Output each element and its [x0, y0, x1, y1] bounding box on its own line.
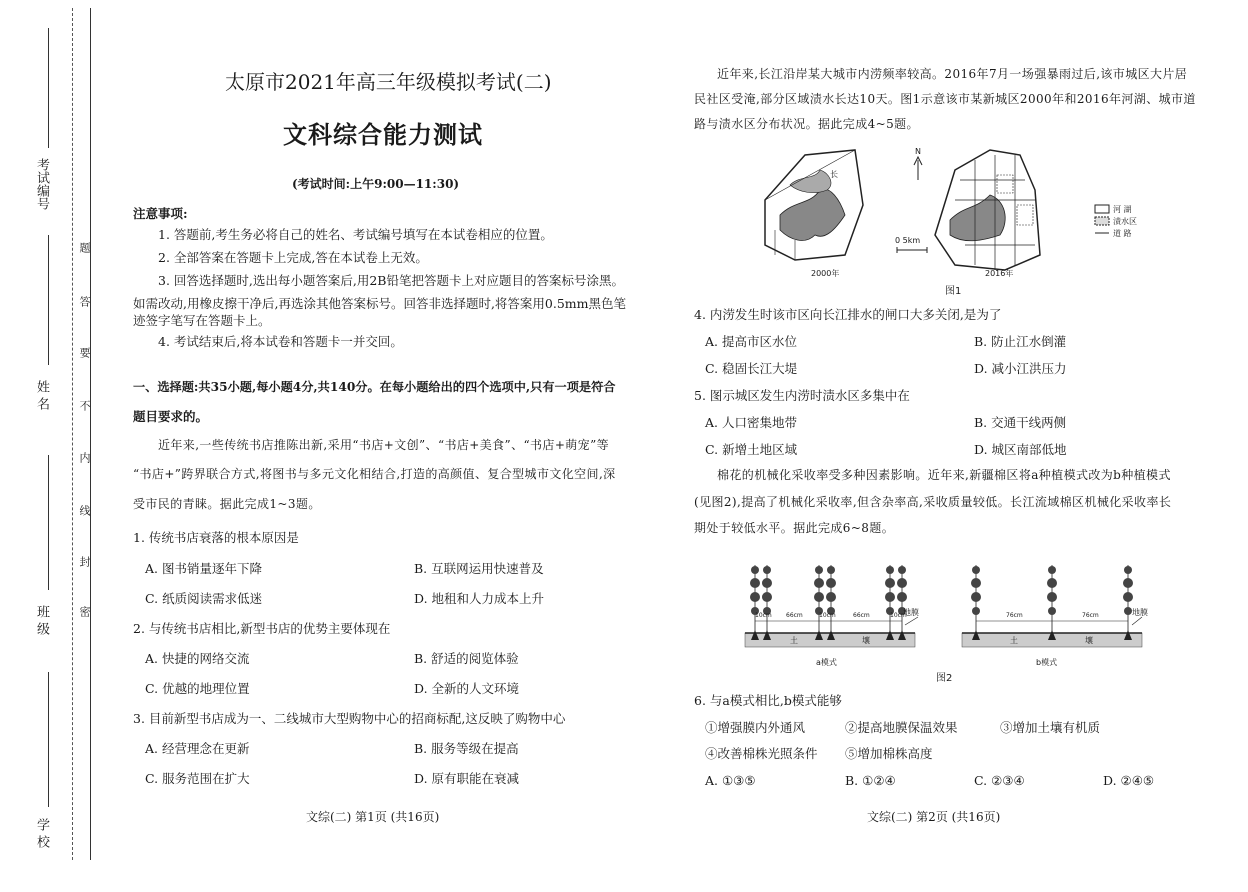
- field-school-label: 学 校: [34, 818, 49, 849]
- dim-label: 76cm: [1082, 612, 1099, 619]
- question-stem: 1. 传统书店衰落的根本原因是: [133, 530, 299, 545]
- passage-line: 受市民的青睐。据此完成1~3题。: [133, 497, 321, 511]
- option[interactable]: B. 服务等级在提高: [414, 741, 519, 756]
- mode-a-label: a模式: [816, 658, 837, 667]
- figure-caption: 图2: [936, 673, 953, 684]
- figure-2: [740, 555, 1170, 685]
- question-stem: 2. 与传统书店相比,新型书店的优势主要体现在: [133, 621, 391, 636]
- option[interactable]: C. 新增土地区域: [705, 442, 798, 457]
- notice-item: 4. 考试结束后,将本试卷和答题卡一并交回。: [158, 334, 403, 349]
- option[interactable]: A. 人口密集地带: [705, 415, 797, 430]
- option[interactable]: D. 减小江洪压力: [974, 361, 1067, 376]
- dim-label: 10cm: [819, 612, 836, 619]
- soil-label: 土: [790, 636, 798, 645]
- passage-line: 棉花的机械化采收率受多种因素影响。近年来,新疆棉区将a种植模式改为b种植模式: [717, 468, 1171, 482]
- warning-char: 封: [78, 556, 91, 567]
- option[interactable]: B. 互联网运用快速普及: [414, 561, 544, 576]
- field-exam-number-label: 考试编号: [34, 158, 49, 210]
- passage-line: “书店+”跨界联合方式,将图书与多元文化相结合,打造的高颜值、复合型城市文化空间,深: [133, 467, 616, 481]
- option[interactable]: D. 全新的人文环境: [414, 681, 520, 696]
- option[interactable]: C. 纸质阅读需求低迷: [145, 591, 263, 606]
- option[interactable]: B. 舒适的阅览体验: [414, 651, 519, 666]
- film-label: 地膜: [1132, 608, 1148, 617]
- question-stem: 5. 图示城区发生内涝时渍水区多集中在: [694, 388, 910, 403]
- legend-item: 道 路: [1113, 229, 1132, 238]
- figure-1-maps: [735, 145, 1165, 295]
- soil-label: 壤: [862, 636, 870, 645]
- map-2016-label: 2016年: [985, 269, 1014, 278]
- option[interactable]: C. ②③④: [974, 773, 1025, 788]
- option[interactable]: A. 图书销量逐年下降: [145, 561, 262, 576]
- passage-line: (见图2),提高了机械化采收率,但含杂率高,采收质量较低。长江流域棉区机械化采收率长: [694, 495, 1172, 509]
- passage-line: 期处于较低水平。据此完成6~8题。: [694, 521, 895, 535]
- dim-label: 76cm: [1006, 612, 1023, 619]
- statement-item: ②提高地膜保温效果: [845, 720, 958, 735]
- dim-label: 66cm: [786, 612, 803, 619]
- figure-1: [735, 145, 1165, 295]
- field-name-label: 姓 名: [34, 380, 49, 411]
- dim-label: 10cm: [890, 612, 907, 619]
- film-label: 地膜: [903, 608, 919, 617]
- statement-item: ④改善棉株光照条件: [705, 746, 818, 761]
- exam-subtitle: 文科综合能力测试: [283, 120, 483, 149]
- dim-label: 66cm: [853, 612, 870, 619]
- question-stem: 6. 与a模式相比,b模式能够: [694, 693, 842, 708]
- binding-line-inner: [72, 8, 73, 860]
- option[interactable]: D. 原有职能在衰减: [414, 771, 520, 786]
- option[interactable]: C. 服务范围在扩大: [145, 771, 250, 786]
- passage-line: 近年来,一些传统书店推陈出新,采用“书店+文创”、“书店+美食”、“书店+萌宠”等: [158, 438, 610, 452]
- figure-2-planting: [740, 555, 1170, 685]
- warning-char: 线: [78, 505, 91, 516]
- statement-item: ⑤增加棉株高度: [845, 746, 933, 761]
- option[interactable]: B. 防止江水倒灌: [974, 334, 1067, 349]
- notice-heading: 注意事项:: [133, 206, 188, 221]
- option[interactable]: B. ①②④: [845, 773, 896, 788]
- passage-line: 民社区受淹,部分区域渍水长达10天。图1示意该市某新城区2000年和2016年河湖、城市道: [694, 92, 1196, 106]
- question-stem: 4. 内涝发生时该市区向长江排水的闸口大多关闭,是为了: [694, 307, 1002, 322]
- page-footer: 文综(二) 第1页 (共16页): [306, 810, 440, 824]
- legend-item: 渍水区: [1113, 217, 1137, 226]
- option[interactable]: D. 地租和人力成本上升: [414, 591, 545, 606]
- river-label: 长: [830, 170, 838, 179]
- field-school-line[interactable]: [48, 672, 49, 807]
- warning-char: 内: [78, 452, 91, 463]
- scale-label: 0 5km: [895, 236, 921, 245]
- north-label: N: [915, 147, 921, 156]
- statement-item: ①增强膜内外通风: [705, 720, 806, 735]
- question-stem: 3. 目前新型书店成为一、二线城市大型购物中心的招商标配,这反映了购物中心: [133, 711, 566, 726]
- field-exam-number-line[interactable]: [48, 28, 49, 148]
- exam-title: 太原市2021年高三年级模拟考试(二): [225, 70, 552, 94]
- figure-caption: 图1: [945, 286, 962, 297]
- option[interactable]: B. 交通干线两侧: [974, 415, 1067, 430]
- option[interactable]: C. 稳固长江大堤: [705, 361, 798, 376]
- passage-line: 路与渍水区分布状况。据此完成4~5题。: [694, 117, 919, 131]
- option[interactable]: A. 快捷的网络交流: [145, 651, 250, 666]
- warning-char: 要: [78, 347, 91, 358]
- soil-label: 土: [1010, 636, 1018, 645]
- map-2000-label: 2000年: [811, 269, 840, 278]
- legend-item: 河 湖: [1113, 205, 1132, 214]
- dim-label: 10cm: [755, 612, 772, 619]
- option[interactable]: D. 城区南部低地: [974, 442, 1067, 457]
- soil-label: 壤: [1085, 636, 1093, 645]
- warning-char: 不: [78, 400, 91, 411]
- section-heading-cont: 题目要求的。: [133, 409, 209, 424]
- warning-char: 答: [78, 296, 91, 307]
- field-class-line[interactable]: [48, 455, 49, 590]
- notice-item: 1. 答题前,考生务必将自己的姓名、考试编号填写在本试卷相应的位置。: [158, 227, 553, 242]
- notice-item: 2. 全部答案在答题卡上完成,答在本试卷上无效。: [158, 250, 428, 265]
- page-footer: 文综(二) 第2页 (共16页): [867, 810, 1001, 824]
- exam-time: (考试时间:上午9:00—11:30): [292, 177, 460, 191]
- notice-item: 迹签字笔写在答题卡上。: [133, 313, 271, 328]
- notice-item: 3. 回答选择题时,选出每小题答案后,用2B铅笔把答题卡上对应题目的答案标号涂黑。: [158, 273, 624, 288]
- warning-char: 密: [78, 606, 91, 617]
- field-name-line[interactable]: [48, 235, 49, 365]
- mode-b-label: b模式: [1036, 658, 1058, 667]
- option[interactable]: D. ②④⑤: [1103, 773, 1155, 788]
- option[interactable]: C. 优越的地理位置: [145, 681, 250, 696]
- option[interactable]: A. 经营理念在更新: [145, 741, 250, 756]
- field-class-label: 班 级: [34, 605, 49, 636]
- option[interactable]: A. ①③⑤: [705, 773, 756, 788]
- option[interactable]: A. 提高市区水位: [705, 334, 797, 349]
- warning-char: 题: [78, 242, 91, 253]
- statement-item: ③增加土壤有机质: [1000, 720, 1101, 735]
- binding-line-outer: [90, 8, 91, 860]
- passage-line: 近年来,长江沿岸某大城市内涝频率较高。2016年7月一场强暴雨过后,该市城区大片居: [717, 67, 1188, 81]
- notice-item: 如需改动,用橡皮擦干净后,再选涂其他答案标号。回答非选择题时,将答案用0.5mm黑色笔: [133, 296, 627, 311]
- section-heading: 一、选择题:共35小题,每小题4分,共140分。在每小题给出的四个选项中,只有一项是符合: [133, 380, 616, 394]
